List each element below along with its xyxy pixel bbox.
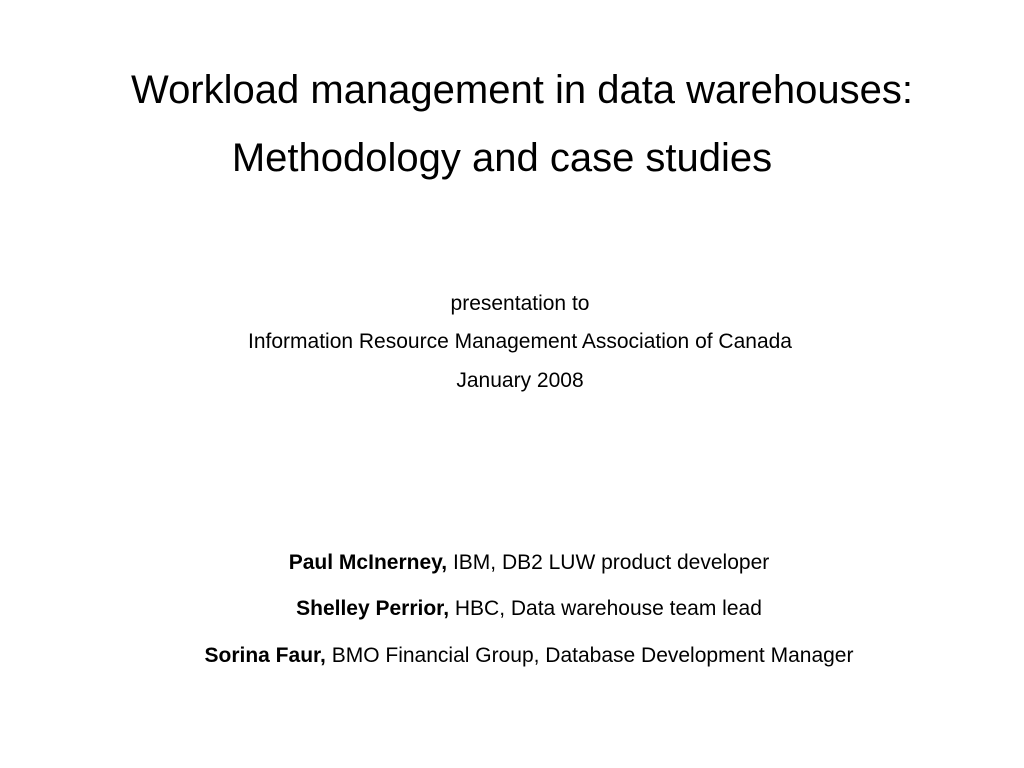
author-role: BMO Financial Group, Database Development Manager bbox=[331, 644, 854, 667]
presentation-to-text: presentation to bbox=[450, 292, 590, 315]
author-role: HBC, Data warehouse team lead bbox=[454, 597, 762, 620]
author-role: IBM, DB2 LUW product developer bbox=[452, 551, 770, 574]
organization-name: Information Resource Management Association of Canada bbox=[248, 330, 792, 353]
slide-title-line-1: Workload management in data warehouses: bbox=[131, 68, 913, 112]
slide-title-line-2: Methodology and case studies bbox=[231, 136, 773, 180]
author-name: Sorina Faur, bbox=[204, 644, 326, 667]
author-line bbox=[0, 550, 1024, 576]
author-name: Shelley Perrior, bbox=[296, 597, 450, 620]
author-line bbox=[0, 643, 1024, 669]
author-name: Paul McInerney, bbox=[288, 551, 448, 574]
author-line bbox=[0, 596, 1024, 622]
presentation-date: January 2008 bbox=[456, 369, 584, 392]
